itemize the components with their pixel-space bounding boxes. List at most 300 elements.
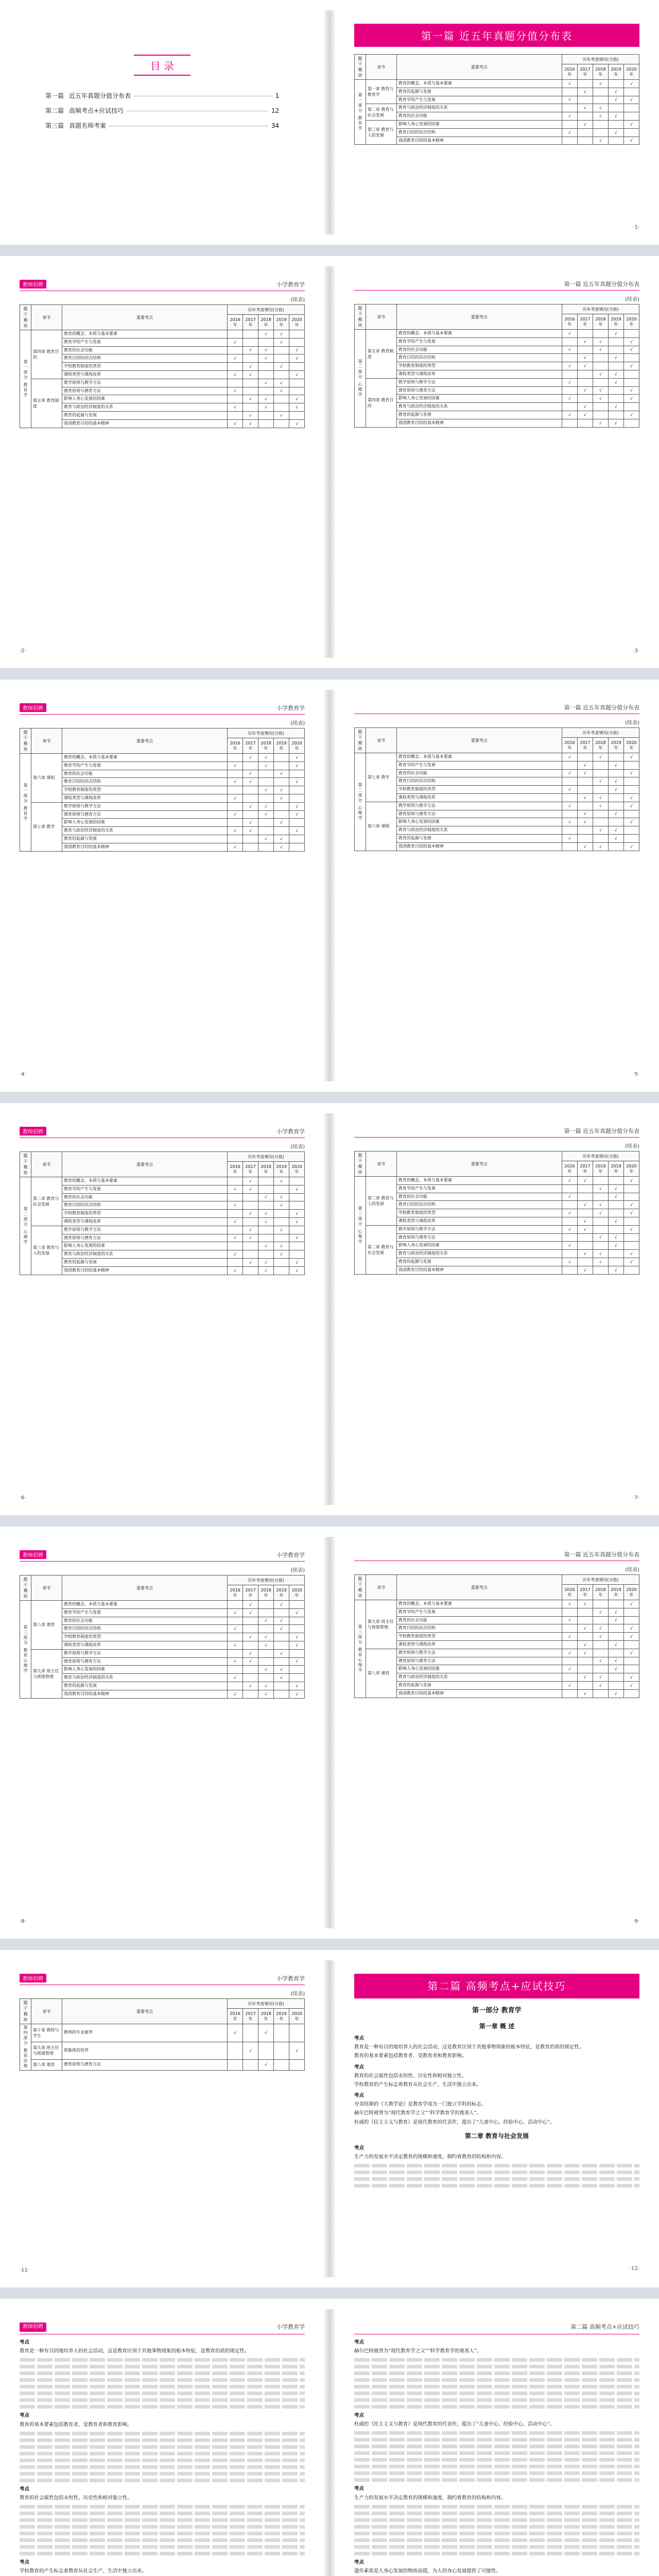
score-cell [593, 128, 608, 137]
score-cell: √ [577, 761, 593, 769]
score-cell [243, 2060, 258, 2070]
page-header [20, 1974, 305, 1985]
text-spread [0, 2299, 659, 2576]
table-page [340, 1113, 654, 1505]
score-cell [623, 1689, 639, 1698]
score-cell: √ [274, 1625, 289, 1633]
score-cell [562, 1184, 577, 1193]
score-cell: √ [243, 370, 258, 379]
text-line [20, 2365, 305, 2368]
text-line [354, 2525, 639, 2529]
score-cell [623, 810, 639, 818]
th-year: 2019年 [274, 1162, 289, 1177]
th-years-group: 历年考查情况(分值) [562, 1151, 639, 1161]
score-cell: √ [593, 1184, 608, 1193]
score-cell: √ [274, 338, 289, 346]
text-line [354, 2465, 639, 2468]
score-cell [274, 1234, 289, 1242]
table-spread [0, 256, 659, 668]
score-cell: √ [593, 842, 608, 851]
score-cell [608, 1633, 623, 1641]
score-cell: √ [243, 2042, 258, 2060]
point-cell: 教育目的的层次结构 [396, 128, 562, 137]
continued-label: (续表) [290, 721, 305, 726]
th-module: 题干模块 [354, 728, 366, 753]
score-cell [289, 786, 305, 794]
score-cell: √ [243, 1601, 258, 1609]
th-year: 2020年 [623, 738, 639, 753]
score-cell: √ [562, 818, 577, 826]
module-cell: 第一部分 教育学 [20, 330, 31, 428]
th-years-group: 历年考查情况(分值) [228, 305, 305, 315]
score-cell [228, 1226, 243, 1234]
point-cell: 教学原则与教学方法 [396, 378, 562, 386]
score-cell [258, 1625, 274, 1633]
unit-title: 第一部分 教育学 [472, 2007, 522, 2014]
score-cell: √ [593, 1250, 608, 1258]
score-cell: √ [289, 810, 305, 819]
table-row [20, 1258, 305, 1266]
score-cell: √ [608, 1608, 623, 1616]
point-cell: 课程类型与课程改革 [62, 1217, 228, 1226]
score-cell: √ [258, 1266, 274, 1275]
th-year: 2019年 [274, 1585, 289, 1601]
score-cell [577, 1616, 593, 1624]
paragraph: 赫尔巴特被誉为“现代教育学之父”“科学教育学的奠基人”。 [354, 2348, 482, 2354]
score-cell: √ [623, 1624, 639, 1633]
point-cell: 我国教育目的的基本精神 [396, 419, 562, 427]
score-cell: √ [577, 769, 593, 777]
table-row [20, 1266, 305, 1275]
score-cell: √ [243, 1177, 258, 1185]
th-year: 2018年 [593, 1585, 608, 1600]
th-points: 重要考点 [396, 55, 562, 80]
score-cell [243, 1641, 258, 1649]
th-section: 章节 [31, 1152, 62, 1177]
th-year: 2016年 [228, 1585, 243, 1601]
score-cell: √ [243, 778, 258, 786]
text-line [354, 2552, 639, 2555]
point-cell: 教育的概念、本质与基本要素 [396, 753, 562, 761]
score-cell: √ [577, 1640, 593, 1649]
th-year: 2020年 [289, 1585, 305, 1601]
table-row [354, 1640, 639, 1649]
score-cell: √ [577, 1266, 593, 1274]
score-cell: √ [577, 818, 593, 826]
score-cell: √ [593, 137, 608, 145]
table-row [20, 1234, 305, 1242]
page-number: ·11· [20, 2267, 30, 2273]
page-number: ·5· [633, 1072, 639, 1077]
point-cell: 教师的专业素养 [62, 2024, 228, 2042]
score-cell: √ [289, 370, 305, 379]
th-year: 2017年 [243, 738, 258, 754]
score-cell: √ [289, 827, 305, 835]
toc-row[interactable] [45, 91, 279, 100]
score-cell [289, 1625, 305, 1633]
score-cell: √ [593, 80, 608, 88]
score-cell: √ [593, 1624, 608, 1633]
score-cell [608, 1681, 623, 1689]
point-cell: 课程类型与课程改革 [62, 370, 228, 379]
score-cell [289, 843, 305, 851]
text-line [354, 2512, 639, 2515]
score-cell [258, 843, 274, 851]
table-row [354, 1266, 639, 1274]
point-cell: 教育目的的层次结构 [396, 1201, 562, 1209]
score-cell [258, 1657, 274, 1666]
score-cell: √ [577, 362, 593, 370]
score-cell [593, 330, 608, 338]
text-line [20, 2378, 305, 2382]
score-cell [577, 834, 593, 842]
table-row [20, 411, 305, 419]
text-line [20, 2398, 305, 2402]
score-cell [577, 802, 593, 810]
score-cell: √ [289, 761, 305, 770]
table-row [20, 2024, 305, 2042]
table-row [20, 1641, 305, 1649]
continued-label: (续表) [625, 1567, 639, 1573]
score-cell [562, 370, 577, 378]
score-cell [562, 1640, 577, 1649]
table-row [354, 337, 639, 346]
table-row [20, 1617, 305, 1625]
score-cell [608, 346, 623, 354]
score-cell: √ [623, 1250, 639, 1258]
score-cell: √ [608, 1217, 623, 1225]
point-cell: 教育的社会功能 [396, 346, 562, 354]
module-cell: 第二部分 心理学 [354, 330, 366, 428]
score-cell [289, 1250, 305, 1259]
th-year: 2016年 [228, 315, 243, 330]
point-cell: 影响人身心发展的因素 [62, 819, 228, 827]
score-cell [228, 1177, 243, 1185]
score-cell [228, 411, 243, 419]
chapter-cell: 第三章 教育与人的发展 [366, 1177, 396, 1226]
point-cell: 我国教育目的的基本精神 [62, 843, 228, 851]
score-cell: √ [608, 761, 623, 769]
score-cell: √ [608, 826, 623, 835]
th-years-group: 历年考查情况(分值) [562, 55, 639, 64]
text-line [354, 2171, 639, 2174]
point-cell: 教育的起源与发展 [396, 88, 562, 96]
toc-page [5, 10, 319, 234]
point-cell: 教育与政治经济制度的关系 [396, 104, 562, 112]
score-cell [577, 370, 593, 378]
score-cell: √ [289, 1682, 305, 1690]
score-cell: √ [274, 1666, 289, 1674]
score-cell: √ [623, 842, 639, 851]
text-line [354, 2518, 639, 2522]
score-cell: √ [577, 1624, 593, 1633]
toc-row[interactable] [45, 121, 279, 130]
score-cell [593, 1177, 608, 1185]
table-row [354, 96, 639, 104]
score-cell [608, 104, 623, 112]
score-cell: √ [593, 1209, 608, 1217]
continued-label: (续表) [625, 297, 639, 302]
score-cell: √ [228, 1266, 243, 1275]
score-cell [623, 826, 639, 835]
score-cell [562, 88, 577, 96]
th-year: 2016年 [562, 738, 577, 753]
table-row [20, 794, 305, 802]
table-row [354, 1242, 639, 1250]
score-cell [623, 1266, 639, 1274]
point-cell: 教育的社会功能 [62, 770, 228, 778]
page-header [354, 1127, 639, 1138]
page-header [20, 1127, 305, 1138]
score-table [20, 1998, 305, 2071]
score-cell [562, 810, 577, 818]
page-header [20, 1550, 305, 1562]
point-cell: 教育与政治经济制度的关系 [396, 1250, 562, 1258]
score-cell: √ [593, 386, 608, 395]
paragraph: 教育是一种有目的地培养人的社会活动，这是教育区别于其他事物现象的根本特征，是教育的质的规定性。 [354, 2044, 584, 2050]
header-brand: 小学教育学 [276, 1128, 305, 1135]
score-cell: √ [623, 1201, 639, 1209]
score-cell [243, 1193, 258, 1201]
score-cell [289, 338, 305, 346]
point-cell: 教育的社会功能 [396, 1616, 562, 1624]
kp-label: 考点 [354, 2486, 364, 2492]
point-cell: 我国教育目的的基本精神 [62, 1266, 228, 1275]
score-cell [562, 419, 577, 427]
book-gutter [324, 10, 335, 234]
score-cell [608, 1258, 623, 1266]
score-cell: √ [258, 1210, 274, 1218]
chapter-cell: 第二章 教育与社会发展 [366, 1225, 396, 1274]
table-row [354, 1250, 639, 1258]
score-cell: √ [608, 112, 623, 121]
table-row [20, 1177, 305, 1185]
score-cell: √ [243, 1258, 258, 1266]
header-brand: 小学教育学 [276, 2324, 305, 2331]
point-cell: 班集体的培养 [62, 2042, 228, 2060]
th-year: 2020年 [289, 315, 305, 330]
score-cell: √ [577, 1600, 593, 1608]
point-cell: 教育目的的层次结构 [396, 1624, 562, 1633]
score-cell: √ [577, 1177, 593, 1185]
score-cell [562, 1689, 577, 1698]
score-table [20, 1151, 305, 1275]
score-cell [228, 2042, 243, 2060]
score-cell: √ [623, 802, 639, 810]
paragraph: 教育是一种有目的地培养人的社会活动，这是教育区别于其他事物现象的根本特征，是教育的质的规定性。 [20, 2348, 250, 2354]
score-cell [274, 1608, 289, 1617]
th-points: 重要考点 [396, 1575, 562, 1600]
point-cell: 教育学的产生与发展 [396, 1608, 562, 1616]
th-year: 2017年 [243, 2009, 258, 2024]
score-cell [562, 1250, 577, 1258]
score-cell: √ [593, 1657, 608, 1665]
score-cell [274, 2042, 289, 2060]
table-row [354, 1209, 639, 1217]
score-cell [274, 403, 289, 412]
score-cell: √ [593, 1608, 608, 1616]
score-cell: √ [289, 2042, 305, 2060]
table-row [20, 1242, 305, 1250]
score-cell [562, 1217, 577, 1225]
header-badge: 教师招聘 [20, 1550, 46, 1559]
score-cell [289, 835, 305, 843]
score-cell [258, 363, 274, 371]
table-row [20, 354, 305, 363]
table-row [20, 770, 305, 778]
point-cell: 课程类型与课程改革 [62, 1641, 228, 1649]
table-row [20, 843, 305, 851]
text-line [20, 2505, 305, 2509]
text-line [354, 2458, 639, 2462]
point-cell: 教育的概念、本质与基本要素 [62, 330, 228, 338]
text-line [20, 2518, 305, 2522]
score-cell: √ [289, 1608, 305, 1617]
score-cell: √ [289, 1234, 305, 1242]
module-cell: 第一部分 教育学 [354, 80, 366, 145]
table-row [354, 1624, 639, 1633]
score-cell [243, 843, 258, 851]
score-cell: √ [289, 403, 305, 412]
table-row [20, 1690, 305, 1698]
text-line [354, 2358, 639, 2362]
score-cell: √ [623, 818, 639, 826]
score-cell [289, 379, 305, 387]
score-cell: √ [258, 754, 274, 762]
toc-row[interactable] [45, 106, 279, 115]
text-line [354, 2505, 639, 2509]
score-cell: √ [274, 1649, 289, 1657]
score-cell: √ [562, 1225, 577, 1233]
score-cell: √ [593, 112, 608, 121]
table-row [20, 761, 305, 770]
score-cell [289, 1226, 305, 1234]
score-cell: √ [623, 1649, 639, 1657]
score-cell [228, 1617, 243, 1625]
th-section: 章节 [31, 305, 62, 330]
score-cell [243, 1625, 258, 1633]
page-header [354, 2323, 639, 2334]
table-row [20, 1601, 305, 1609]
score-cell: √ [258, 1617, 274, 1625]
score-cell: √ [289, 395, 305, 403]
text-line [20, 2371, 305, 2375]
score-cell [258, 338, 274, 346]
score-cell [274, 761, 289, 770]
score-cell: √ [289, 802, 305, 810]
kp-label: 考点 [20, 2560, 30, 2566]
page-number: ·8· [20, 1919, 26, 1924]
header-badge: 教师招聘 [20, 280, 46, 289]
score-cell: √ [608, 1242, 623, 1250]
score-cell: √ [258, 810, 274, 819]
score-cell [274, 419, 289, 428]
table-row [354, 1689, 639, 1698]
book-gutter [324, 1960, 335, 2277]
th-year: 2016年 [562, 1585, 577, 1600]
table-row [354, 378, 639, 386]
table-row [354, 370, 639, 378]
score-cell [608, 137, 623, 145]
score-cell [608, 80, 623, 88]
score-cell: √ [562, 769, 577, 777]
point-cell: 教育的起源与发展 [396, 1258, 562, 1266]
spread-divider [0, 2287, 659, 2299]
score-cell: √ [562, 1633, 577, 1641]
table-row [354, 1616, 639, 1624]
text-line [20, 2445, 305, 2449]
score-cell [593, 1616, 608, 1624]
chapter-cell: 第五章 教育制度 [31, 379, 62, 428]
score-cell [228, 1601, 243, 1609]
table-row [354, 1217, 639, 1225]
score-cell: √ [577, 1225, 593, 1233]
score-cell [593, 1649, 608, 1657]
score-cell [228, 819, 243, 827]
score-cell: √ [274, 330, 289, 338]
page-header [20, 2323, 305, 2334]
table-page [5, 266, 319, 658]
score-cell: √ [274, 1617, 289, 1625]
score-cell [593, 1217, 608, 1225]
table-row [20, 802, 305, 810]
score-cell: √ [608, 1266, 623, 1274]
score-cell: √ [228, 1608, 243, 1617]
score-table [20, 728, 305, 852]
text-line [20, 2392, 305, 2395]
continued-label: (续表) [290, 1144, 305, 1150]
point-cell: 教育的概念、本质与基本要素 [62, 754, 228, 762]
point-cell: 教育的起源与发展 [62, 1682, 228, 1690]
text-line [354, 2438, 639, 2442]
continued-label: (续表) [625, 1144, 639, 1149]
score-cell [608, 793, 623, 802]
header-section: 第一篇 近五年真题分值分布表 [564, 1551, 639, 1558]
score-cell: √ [562, 1600, 577, 1608]
score-cell: √ [623, 1600, 639, 1608]
book-gutter [324, 1113, 335, 1505]
score-cell [577, 330, 593, 338]
score-cell [258, 794, 274, 802]
score-cell [274, 1690, 289, 1698]
part-title-band: 第一篇 近五年真题分值分布表 [354, 24, 639, 47]
score-cell [593, 378, 608, 386]
score-table [354, 304, 639, 428]
point-cell: 教育与政治经济制度的关系 [62, 1674, 228, 1682]
score-cell: √ [289, 1210, 305, 1218]
score-cell [562, 1266, 577, 1274]
th-year: 2018年 [258, 738, 274, 754]
point-cell: 德育原则与德育方法 [62, 1657, 228, 1666]
page-number: ·6· [20, 1495, 26, 1501]
part-title-band: 第二篇 高频考点+应试技巧 [354, 1974, 639, 1998]
score-cell [258, 770, 274, 778]
header-badge: 教师招聘 [20, 1127, 46, 1136]
score-cell [562, 1624, 577, 1633]
th-year: 2016年 [562, 64, 577, 80]
score-cell [608, 1201, 623, 1209]
paragraph: 教育的基本要素包括教育者、受教育者和教育影响。 [354, 2053, 467, 2059]
score-cell [289, 770, 305, 778]
score-cell: √ [608, 810, 623, 818]
toc-name: 近五年真题分值分布表 [69, 92, 131, 99]
spread-divider [0, 668, 659, 680]
point-cell: 教学原则与教学方法 [396, 1649, 562, 1657]
point-cell: 教学原则与教学方法 [62, 1226, 228, 1234]
th-year: 2017年 [243, 315, 258, 330]
score-cell [623, 1657, 639, 1665]
score-cell: √ [593, 1681, 608, 1689]
